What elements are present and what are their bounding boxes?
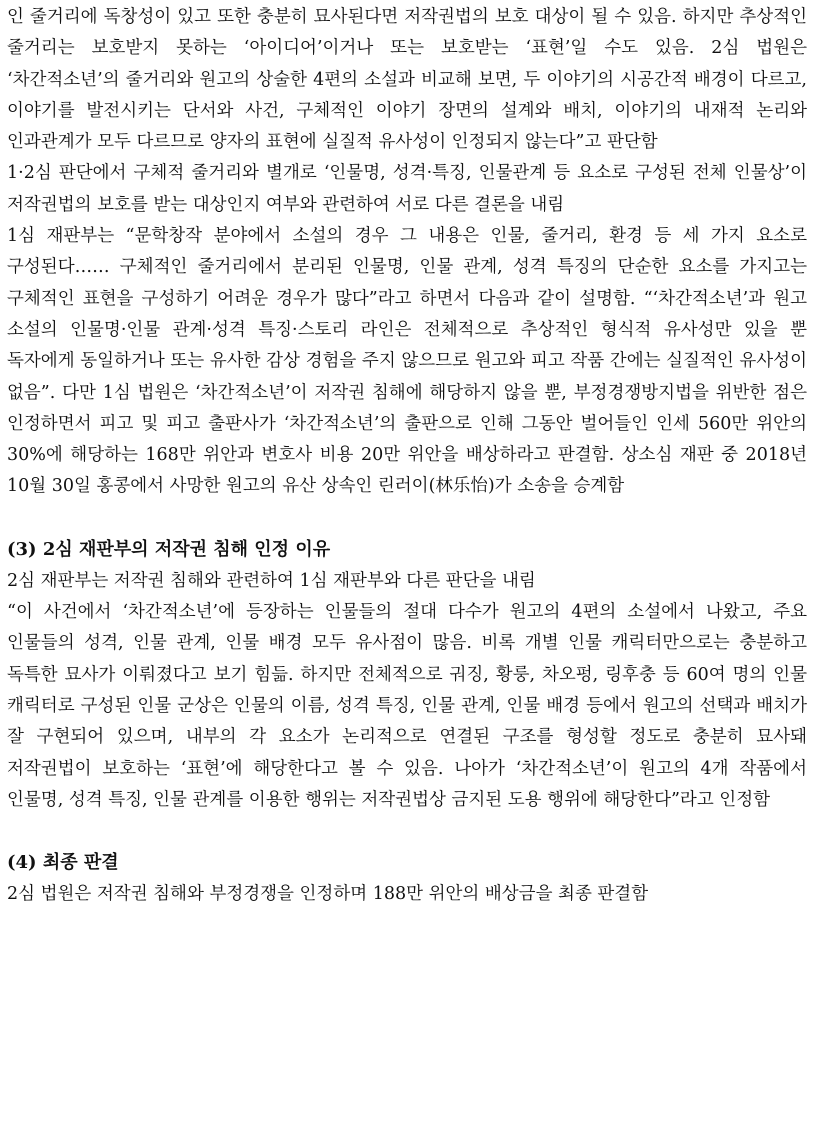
section-spacer: [7, 503, 807, 534]
paragraph-second-instance-quote: “이 사건에서 ‘차간적소년’에 등장하는 인물들의 절대 다수가 원고의 4편의 소설에서 나왔고, 주요 인물들의 성격, 인물 관계, 인물 배경 모두 유사점이 많음. 비록 개별 인물 캐릭터만으로는 충분하고 독특한 묘사가 이뤄졌다고 보기 힘듦. 하지만 전체적으로 궈징, 황룽, 차오펑, 링후충 등 60여 명의 인물 캐릭터로 구성된 인물 군상은 인물의 이름, 성격 특징, 인물 관계, 인물 배경 등에서 원고의 선택과 배치가 잘 구현되어 있으며, 내부의 각 요소가 논리적으로 연결된 구조를 형성할 정도로 충분히 묘사돼 저작권법이 보호하는 ‘표현’에 해당한다고 볼 수 있음. 나아가 ‘차간적소년’이 원고의 4개 작품에서 인물명, 성격 특징, 인물 관계를 이용한 행위는 저작권법상 금지된 도용 행위에 해당한다”라고 인정함: [7, 602, 807, 810]
section-heading-3: (3) 2심 재판부의 저작권 침해 인정 이유: [7, 538, 331, 560]
paragraph-plot-protection: 인 줄거리에 독창성이 있고 또한 충분히 묘사된다면 저작권법의 보호 대상이 될 수 있음. 하지만 추상적인 줄거리는 보호받지 못하는 ‘아이디어’이거나 또는 보호받는 ‘표현’일 수도 있음. 2심 법원은 ‘차간적소년’의 줄거리와 원고의 상술한 4편의 소설과 비교해 보면, 두 이야기의 시공간적 배경이 다르고, 이야기를 발전시키는 단서와 사건, 구체적인 이야기 장면의 설계와 배치, 이야기의 내재적 논리와 인과관계가 모두 다르므로 양자의 표현에 실질적 유사성이 인정되지 않는다”고 판단함: [7, 7, 807, 153]
paragraph-final-judgment: 2심 법원은 저작권 침해와 부정경쟁을 인정하며 188만 위안의 배상금을 최종 판결함: [7, 884, 649, 905]
paragraph-first-instance-ruling: 1심 재판부는 “문학창작 분야에서 소설의 경우 그 내용은 인물, 줄거리, 환경 등 세 가지 요소로 구성된다…… 구체적인 줄거리에서 분리된 인물명, 인물 관계, 성격 특징의 단순한 요소를 가지고는 구체적인 표현을 구성하기 어려운 경우가 많다”라고 하면서 다음과 같이 설명함. “‘차간적소년’과 원고 소설의 인물명·인물 관계·성격 특징·스토리 라인은 전체적으로 추상적인 형식적 유사성만 있을 뿐 독자에게 동일하거나 또는 유사한 감상 경험을 주지 않으므로 원고와 피고 작품 간에는 실질적인 유사성이 없음”. 다만 1심 법원은 ‘차간적소년’이 저작권 침해에 해당하지 않을 뿐, 부정경쟁방지법을 위반한 점은 인정하면서 피고 및 피고 출판사가 ‘차간적소년’의 출판으로 인해 그동안 벌어들인 인세 560만 위안의 30%에 해당하는 168만 위안과 변호사 비용 20만 위안을 배상하라고 판결함. 상소심 재판 중 2018년 10월 30일 홍콩에서 사망한 원고의 유산 상속인 린러이(林乐怡)가 소송을 승계함: [7, 226, 807, 497]
section-heading-4: (4) 최종 판결: [7, 852, 119, 874]
section-spacer: [7, 816, 807, 847]
paragraph-conflicting-conclusions: 1·2심 판단에서 구체적 줄거리와 별개로 ‘인물명, 성격·특징, 인물관계 등 요소로 구성된 전체 인물상’이 저작권법의 보호를 받는 대상인지 여부와 관련하여 서로 다른 결론을 내림: [7, 163, 807, 215]
paragraph-second-instance-intro: 2심 재판부는 저작권 침해와 관련하여 1심 재판부와 다른 판단을 내림: [7, 570, 536, 591]
